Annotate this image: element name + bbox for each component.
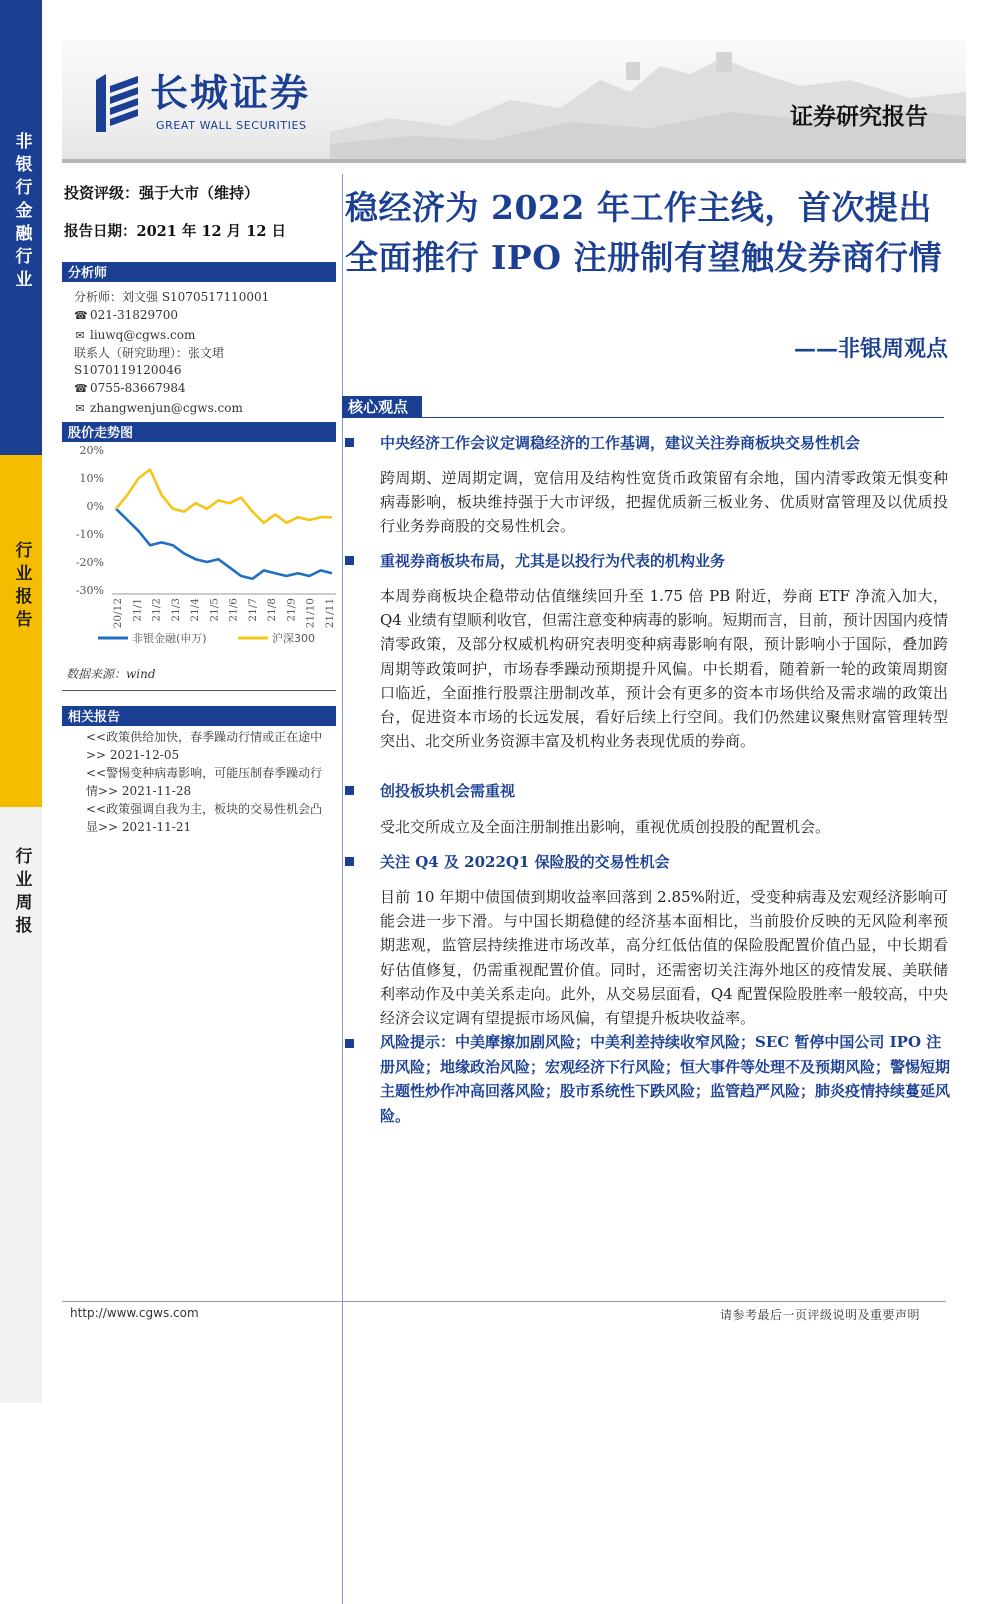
contact-id: S1070119120046: [74, 363, 182, 377]
chart-y-axis: [76, 444, 104, 597]
footer-url[interactable]: http://www.cgws.com: [70, 1306, 199, 1320]
y-tick-label: 20%: [79, 444, 104, 457]
x-tick-label: 20/12: [112, 598, 124, 629]
side-category-label: 行业报告: [11, 541, 32, 633]
related-section-header: [62, 706, 336, 726]
square-bullet-icon: [345, 857, 354, 866]
related-report-item[interactable]: <<政策供给加快，春季躁动行情或正在途中>> 2021-12-05: [86, 730, 323, 762]
y-tick-label: -20%: [75, 556, 104, 569]
phone-icon: ☎: [74, 382, 88, 395]
report-title: 稳经济为 2022 年工作主线，首次提出全面推行 IPO 注册制有望触发券商行情: [345, 188, 942, 277]
analyst-name: 分析师：刘文强 S1070517110001: [74, 290, 270, 304]
legend-label: 非银金融(申万): [132, 632, 207, 645]
square-bullet-icon: [345, 786, 354, 795]
chart-legend: [98, 631, 315, 645]
series-line: [116, 509, 332, 579]
logo-text-en: GREAT WALL SECURITIES: [156, 119, 307, 132]
core-view-heading: 核心观点: [348, 398, 409, 416]
investment-rating: 投资评级：强于大市（维持）: [64, 184, 260, 202]
square-bullet-icon: [345, 438, 354, 447]
side-kind-tab: [0, 807, 42, 1403]
price-chart-heading: 股价走势图: [68, 426, 134, 441]
analyst-phone: [74, 307, 178, 324]
email-icon: ✉: [75, 402, 85, 415]
email-icon: ✉: [75, 329, 85, 342]
footer-disclaimer: 请参考最后一页评级说明及重要声明: [719, 1308, 920, 1322]
contact-phone: [74, 380, 186, 397]
logo-text-cn: 长城证券: [150, 71, 311, 115]
point-title: 关注 Q4 及 2022Q1 保险股的交易性机会: [380, 853, 670, 871]
phone-icon: ☎: [74, 309, 88, 322]
y-tick-label: 0%: [86, 500, 104, 513]
contact-label: 联系人（研究助理）：张文珺: [74, 346, 225, 360]
report-type: 证券研究报告: [790, 104, 928, 130]
x-tick-label: 21/2: [150, 598, 163, 622]
side-sector-tab: [0, 0, 42, 455]
chart-source: 数据来源：wind: [66, 667, 156, 681]
y-tick-label: -10%: [75, 528, 104, 541]
contact-phone-value: 0755-83667984: [90, 381, 186, 395]
series-line: [116, 470, 332, 523]
related-heading: 相关报告: [68, 710, 121, 725]
core-view-divider: [342, 417, 944, 418]
analyst-email-value[interactable]: liuwq@cgws.com: [90, 328, 196, 342]
side-category-tab: [0, 455, 42, 807]
square-bullet-icon: [345, 556, 354, 565]
point-title: 重视券商板块布局，尤其是以投行为代表的机构业务: [380, 552, 726, 570]
analyst-email[interactable]: [74, 327, 195, 344]
analyst-section-header: [62, 262, 336, 282]
point-body: 受北交所成立及全面注册制推出影响，重视优质创投股的配置机会。: [380, 818, 831, 836]
x-tick-label: 21/6: [227, 598, 240, 622]
square-bullet-icon: [345, 1039, 354, 1048]
point-title: 创投板块机会需重视: [380, 782, 516, 800]
y-tick-label: 10%: [79, 472, 104, 485]
analyst-heading: 分析师: [68, 266, 108, 281]
core-view-section-header: [342, 396, 422, 418]
left-divider: [62, 690, 336, 691]
x-tick-label: 21/5: [208, 598, 221, 622]
great-wall-watermark-icon: [330, 40, 966, 160]
related-report-item[interactable]: <<政策强调自我为主，板块的交易性机会凸显>> 2021-11-21: [86, 802, 323, 834]
side-kind-label: 行业周报: [11, 847, 32, 939]
footer-divider: [62, 1301, 946, 1302]
point-title: 中央经济工作会议定调稳经济的工作基调，建议关注券商板块交易性机会: [380, 434, 861, 452]
chart-x-axis: [112, 594, 336, 628]
y-tick-label: -30%: [75, 584, 104, 597]
x-tick-label: 21/9: [285, 598, 298, 622]
report-date: 报告日期：2021 年 12 月 12 日: [64, 223, 286, 240]
risk-warning: 风险提示：中美摩擦加剧风险；中美利差持续收窄风险；SEC 暂停中国公司 IPO 注册风险；地缘政治风险；宏观经济下行风险；恒大事件等处理不及预期风险；警惕短期主题性炒作冲高回落风险；股市系统性下跌风险；监管趋严风险；肺炎疫情持续蔓延风险。: [380, 1033, 951, 1125]
header-divider: [62, 159, 966, 163]
x-tick-label: 21/4: [189, 598, 202, 622]
contact-email[interactable]: [74, 400, 243, 417]
point-body: 本周券商板块企稳带动估值继续回升至 1.75 倍 PB 附近，券商 ETF 净流入加大，Q4 业绩有望顺利收官，但需注意变种病毒的影响。短期而言，目前，预计因国内疫情清零政策，及部分权威机构研究表明变种病毒影响有限，预计影响小于国际，叠加跨周期等政策呵护，市场春季躁动预期提升风偏。中长期看，随着新一轮的政策周期窗口临近，全面推行股票注册制改革，预计会有更多的资本市场供给及需求端的政策出台，促进资本市场的长远发展，看好后续上行空间。我们仍然建议聚焦财富管理转型突出、北交所业务资源丰富及机构业务表现优质的券商。: [380, 587, 948, 751]
price-chart-section-header: [62, 422, 336, 442]
great-wall-logo-icon: [92, 72, 142, 134]
point-body: 目前 10 年期中债国债到期收益率回落到 2.85%附近，受变种病毒及宏观经济影响可能会进一步下滑。与中国长期稳健的经济基本面相比，当前股价反映的无风险利率预期悲观，监管层持续推进市场改革，高分红低估值的保险股配置价值凸显，中长期看好估值修复，仍需重视配置价值。同时，还需密切关注海外地区的疫情发展、美联储利率动作及中美关系走向。此外，从交易层面看，Q4 配置保险股胜率一般较高，中央经济会议定调有望提振市场风偏，有望提升板块收益率。: [380, 888, 948, 1028]
x-tick-label: 21/1: [131, 598, 144, 622]
related-report-item[interactable]: <<警惕变种病毒影响，可能压制春季躁动行情>> 2021-11-28: [86, 766, 323, 798]
column-divider: [342, 174, 343, 1604]
report-subtitle: ——非银周观点: [793, 336, 948, 362]
side-sector-label: 非银行金融行业: [11, 132, 32, 293]
x-tick-label: 21/10: [304, 598, 317, 629]
chart-series-lines: [116, 470, 332, 579]
point-body: 跨周期、逆周期定调，宽信用及结构性宽货币政策留有余地，国内清零政策无惧变种病毒影响，板块维持强于大市评级，把握优质新三板业务、优质财富管理及以优质投行业务券商股的交易性机会。: [380, 469, 948, 536]
contact-email-value[interactable]: zhangwenjun@cgws.com: [90, 401, 243, 415]
price-trend-chart: [62, 440, 338, 654]
x-tick-label: 21/11: [324, 598, 336, 629]
x-tick-label: 21/3: [169, 598, 182, 622]
x-tick-label: 21/7: [246, 598, 259, 622]
x-tick-label: 21/8: [266, 598, 279, 622]
legend-label: 沪深300: [272, 632, 315, 645]
analyst-phone-value: 021-31829700: [90, 308, 179, 322]
